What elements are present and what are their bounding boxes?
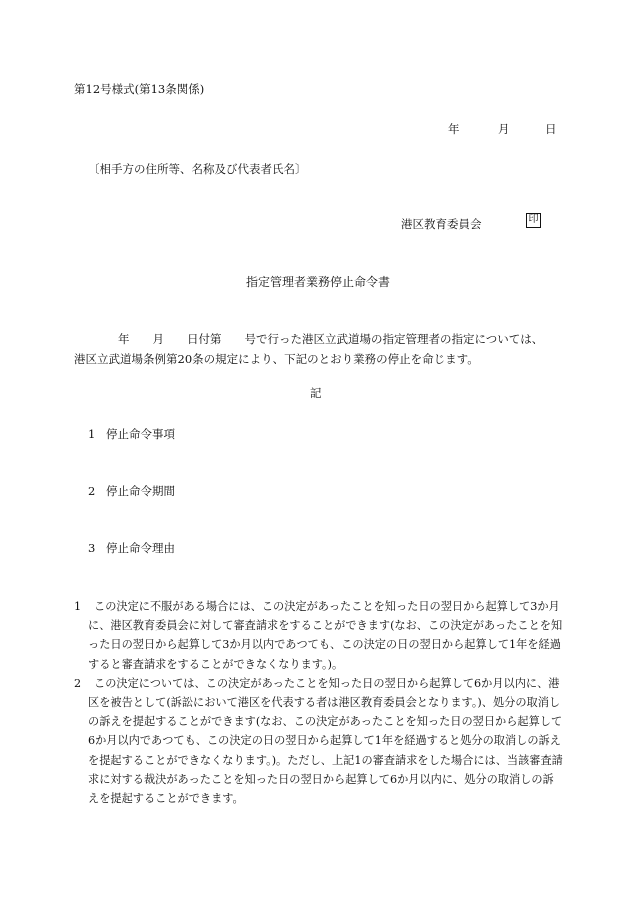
- note-1-text: この決定に不服がある場合には、この決定があったことを知った日の翌日から起算して3か月に、港区教育委員会に対して審査請求をすることができます(なお、この決定があったことを知った日の翌日から起算して3か月以内であつても、この決定の日の翌日から起算して1年を経過すると審査請求をすることができなくなります。)。: [88, 600, 563, 671]
- item-2-label: 停止命令期間: [106, 484, 175, 498]
- date-year: 年: [448, 122, 460, 136]
- item-2-number: 2: [88, 484, 96, 498]
- item-2: [88, 483, 175, 499]
- date-month: 月: [498, 122, 510, 136]
- note-2-number: 2: [74, 676, 82, 690]
- notes-section: [74, 597, 564, 808]
- note-2: [74, 674, 564, 808]
- note-2-text: この決定については、この決定があったことを知った日の翌日から起算して6か月以内に、港区を被告として(訴訟において港区を代表する者は港区教育委員会となります。)、処分の取消しの訴えを提起することができます(なお、この決定があったことを知った日の翌日から起算して6か月以内であつても、この決定の日の翌日から起算して1年を経過すると処分の取消しの訴えを提起することができなくなります。)。ただし、上記1の審査請求をした場合には、当該審査請求に対する裁決があったことを知った日の翌日から起算して6か月以内に、処分の取消しの訴えを提起することができます。: [88, 676, 563, 806]
- item-1-number: 1: [88, 427, 96, 441]
- ki-heading: 記: [310, 386, 322, 400]
- intro-paragraph: [74, 329, 564, 369]
- intro-line-1: 年 月 日付第 号で行った港区立武道場の指定管理者の指定については、: [118, 332, 544, 346]
- item-3-label: 停止命令理由: [106, 541, 175, 555]
- date-day: 日: [545, 122, 557, 136]
- document-title: 指定管理者業務停止命令書: [246, 275, 391, 289]
- recipient-placeholder: 〔相手方の住所等、名称及び代表者氏名〕: [88, 162, 307, 176]
- date-line: [448, 121, 557, 137]
- seal-stamp: 印: [526, 213, 541, 228]
- intro-line-2: 港区立武道場条例第20条の規定により、下記のとおり業務の停止を命じます。: [74, 352, 479, 366]
- note-1: [74, 597, 564, 674]
- item-3: [88, 540, 175, 556]
- issuer-name: 港区教育委員会: [401, 217, 482, 231]
- item-3-number: 3: [88, 541, 96, 555]
- note-1-number: 1: [74, 600, 82, 613]
- item-1: [88, 426, 175, 442]
- form-number: 第12号様式(第13条関係): [74, 82, 205, 96]
- item-1-label: 停止命令事項: [106, 427, 175, 441]
